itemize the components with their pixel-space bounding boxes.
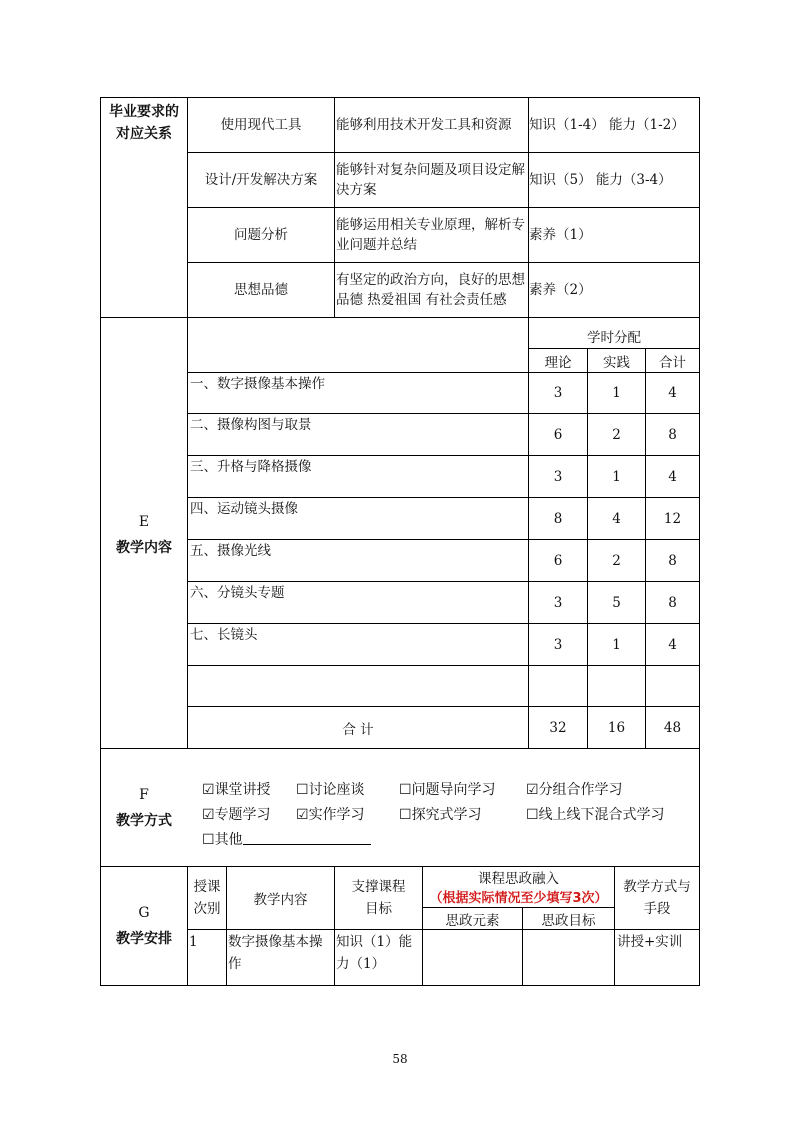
practice-cell <box>588 509 645 529</box>
section-f-label <box>101 780 187 836</box>
hours-header-text: 学时分配 <box>587 330 641 346</box>
requirement-text: 问题分析 <box>234 227 288 243</box>
theory-cell <box>529 383 587 403</box>
total-cell <box>646 551 699 571</box>
section-e-letter: E <box>138 514 150 530</box>
sum-total <box>646 707 699 748</box>
total-cell <box>646 383 699 403</box>
col-support-text: 支撑课程目标 <box>351 879 406 917</box>
section-e-title: 教学内容 <box>116 540 172 556</box>
theory-value: 6 <box>553 427 563 443</box>
topic-text: 三、升格与降格摄像 <box>190 459 312 475</box>
session-value: 1 <box>189 934 198 950</box>
checkbox-checked-icon[interactable]: ☑ <box>202 807 215 823</box>
sum-practice-value: 16 <box>607 719 626 736</box>
col-ideology <box>423 867 614 887</box>
practice-cell <box>588 467 645 487</box>
col-session <box>188 867 226 929</box>
checkbox-checked-icon[interactable]: ☑ <box>526 782 539 798</box>
col-ideology-text: 课程思政融入 <box>478 871 559 887</box>
indicator-text: 素养（2） <box>529 282 592 298</box>
section-f-letter: F <box>139 787 149 803</box>
theory-value: 3 <box>553 595 563 611</box>
option-discussion[interactable] <box>296 779 365 799</box>
practice-value: 4 <box>612 511 621 527</box>
option-inquiry[interactable] <box>399 804 482 824</box>
description-cell <box>336 263 526 317</box>
topic-cell <box>190 457 312 477</box>
method-value: 讲授+实训 <box>617 934 683 950</box>
theory-cell <box>529 635 587 655</box>
col-elements-text: 思政元素 <box>445 912 500 929</box>
col-goals <box>523 908 614 929</box>
section-g-title: 教学安排 <box>116 931 172 947</box>
topic-text: 四、运动镜头摄像 <box>190 501 298 517</box>
page-number-text: 58 <box>392 1052 408 1066</box>
option-group-work[interactable] <box>526 779 623 799</box>
indicator-text: 素养（1） <box>529 227 592 243</box>
section-f-title: 教学方式 <box>116 813 172 829</box>
col-theory <box>529 349 587 372</box>
theory-cell <box>529 509 587 529</box>
option-label: 课堂讲授 <box>214 782 271 798</box>
practice-value: 1 <box>612 469 621 485</box>
topic-text: 一、数字摄像基本操作 <box>190 376 325 392</box>
practice-cell <box>588 593 645 613</box>
topic-text: 五、摄像光线 <box>190 543 271 559</box>
checkbox-empty-icon[interactable]: ☐ <box>399 782 412 798</box>
theory-value: 6 <box>553 553 563 569</box>
checkbox-empty-icon[interactable]: ☐ <box>296 782 309 798</box>
theory-cell <box>529 425 587 445</box>
section-e-label <box>101 505 187 565</box>
requirement-text: 设计/开发解决方案 <box>204 172 318 188</box>
method-cell <box>617 931 699 953</box>
checkbox-checked-icon[interactable]: ☑ <box>202 782 215 798</box>
col-elements <box>423 908 522 929</box>
col-practice-text: 实践 <box>603 354 630 371</box>
description-text: 能够运用相关专业原理，解析专业问题并总结 <box>336 217 525 253</box>
sum-practice <box>588 707 645 748</box>
practice-cell <box>588 635 645 655</box>
requirement-cell <box>188 98 334 152</box>
practice-value: 2 <box>612 553 621 569</box>
description-text: 有坚定的政治方向，良好的思想品德 热爱祖国 有社会责任感 <box>336 272 525 308</box>
practice-cell <box>588 383 645 403</box>
description-text: 能够针对复杂问题及项目设定解决方案 <box>336 162 525 198</box>
option-label: 线上线下混合式学习 <box>538 807 665 823</box>
hours-header <box>529 325 699 347</box>
topic-text: 二、摄像构图与取景 <box>190 417 312 433</box>
practice-cell <box>588 425 645 445</box>
theory-value: 3 <box>553 469 563 485</box>
sum-total-value: 48 <box>663 719 682 736</box>
description-cell <box>336 98 526 152</box>
topic-cell <box>190 625 258 645</box>
total-value: 8 <box>668 595 677 611</box>
requirement-cell <box>188 208 334 262</box>
indicator-text: 知识（1-4） 能力（1-2） <box>529 117 685 133</box>
col-session-text: 授课次别 <box>193 879 221 917</box>
topic-cell <box>190 499 298 519</box>
total-cell <box>646 509 699 529</box>
indicator-cell <box>529 263 699 317</box>
col-ideology-note <box>423 886 614 906</box>
theory-value: 3 <box>553 385 563 401</box>
topic-cell <box>190 415 312 435</box>
theory-cell <box>529 593 587 613</box>
col-support <box>335 867 422 929</box>
option-problem-based[interactable] <box>399 779 496 799</box>
col-method-text: 教学方式与手段 <box>623 879 691 917</box>
option-label: 讨论座谈 <box>308 782 365 798</box>
requirement-cell <box>188 153 334 207</box>
total-cell <box>646 467 699 487</box>
col-theory-text: 理论 <box>544 354 572 371</box>
col-ideology-note-text: （根据实际情况至少填写3次） <box>429 890 608 906</box>
requirement-text: 思想品德 <box>234 282 288 298</box>
checkbox-empty-icon[interactable]: ☐ <box>526 807 539 823</box>
total-value: 12 <box>663 511 682 527</box>
practice-value: 5 <box>612 595 621 611</box>
col-practice <box>588 349 645 372</box>
sum-label-text: 合 计 <box>342 721 374 738</box>
total-value: 8 <box>668 553 677 569</box>
checkbox-empty-icon[interactable]: ☐ <box>399 807 412 823</box>
total-cell <box>646 593 699 613</box>
support-cell <box>336 931 421 975</box>
total-cell <box>646 425 699 445</box>
col-total-text: 合计 <box>659 354 686 371</box>
option-blended[interactable] <box>526 804 665 824</box>
col-content-text: 教学内容 <box>253 892 308 908</box>
practice-value: 2 <box>612 427 621 443</box>
theory-cell <box>529 551 587 571</box>
option-label: 其他 <box>214 832 243 848</box>
content-cell <box>228 931 333 975</box>
indicator-cell <box>529 98 699 152</box>
topic-cell <box>190 374 325 394</box>
topic-text: 七、长镜头 <box>190 627 258 643</box>
col-method <box>615 867 699 929</box>
page-number <box>370 1050 430 1068</box>
sum-theory <box>529 707 587 748</box>
option-label: 专题学习 <box>214 807 271 823</box>
sum-theory-value: 32 <box>549 719 567 736</box>
total-cell <box>646 635 699 655</box>
col-total <box>646 349 699 372</box>
session-cell <box>189 931 225 953</box>
sum-label <box>188 707 528 748</box>
topic-cell <box>190 583 285 603</box>
requirement-cell <box>188 263 334 317</box>
practice-cell <box>588 551 645 571</box>
requirement-text: 使用现代工具 <box>220 117 302 133</box>
total-value: 8 <box>668 427 677 443</box>
col-goals-text: 思政目标 <box>541 912 596 929</box>
section-d-label-line1: 毕业要求的 <box>109 104 179 120</box>
section-g-letter: G <box>138 905 150 921</box>
option-practical[interactable] <box>296 804 365 824</box>
theory-value: 8 <box>553 511 563 527</box>
total-value: 4 <box>668 385 677 401</box>
description-text: 能够利用技术开发工具和资源 <box>336 117 512 133</box>
checkbox-empty-icon[interactable]: ☐ <box>202 832 215 848</box>
total-value: 4 <box>668 469 677 485</box>
topic-text: 六、分镜头专题 <box>190 585 285 601</box>
practice-value: 1 <box>612 637 621 653</box>
theory-cell <box>529 467 587 487</box>
indicator-cell <box>529 208 699 262</box>
option-topic-study[interactable] <box>202 804 271 824</box>
option-label: 问题导向学习 <box>411 782 496 798</box>
theory-value: 3 <box>553 637 563 653</box>
option-lecture[interactable] <box>202 779 271 799</box>
col-content <box>227 867 334 929</box>
description-cell <box>336 153 526 207</box>
indicator-cell <box>529 153 699 207</box>
indicator-text: 知识（5） 能力（3-4） <box>529 172 672 188</box>
practice-value: 1 <box>612 385 621 401</box>
topic-cell <box>190 541 271 561</box>
option-label: 实作学习 <box>308 807 365 823</box>
section-d-label-line2: 对应关系 <box>116 126 172 142</box>
support-value: 知识（1）能力（1） <box>336 934 413 972</box>
total-value: 4 <box>668 637 677 653</box>
other-blank-field[interactable] <box>243 831 371 845</box>
option-label: 探究式学习 <box>411 807 482 823</box>
checkbox-checked-icon[interactable]: ☑ <box>296 807 309 823</box>
content-value: 数字摄像基本操作 <box>228 934 323 972</box>
description-cell <box>336 208 526 262</box>
option-label: 分组合作学习 <box>538 782 623 798</box>
option-other[interactable] <box>202 829 371 849</box>
section-g-label <box>101 898 187 954</box>
section-d-label <box>101 98 187 148</box>
